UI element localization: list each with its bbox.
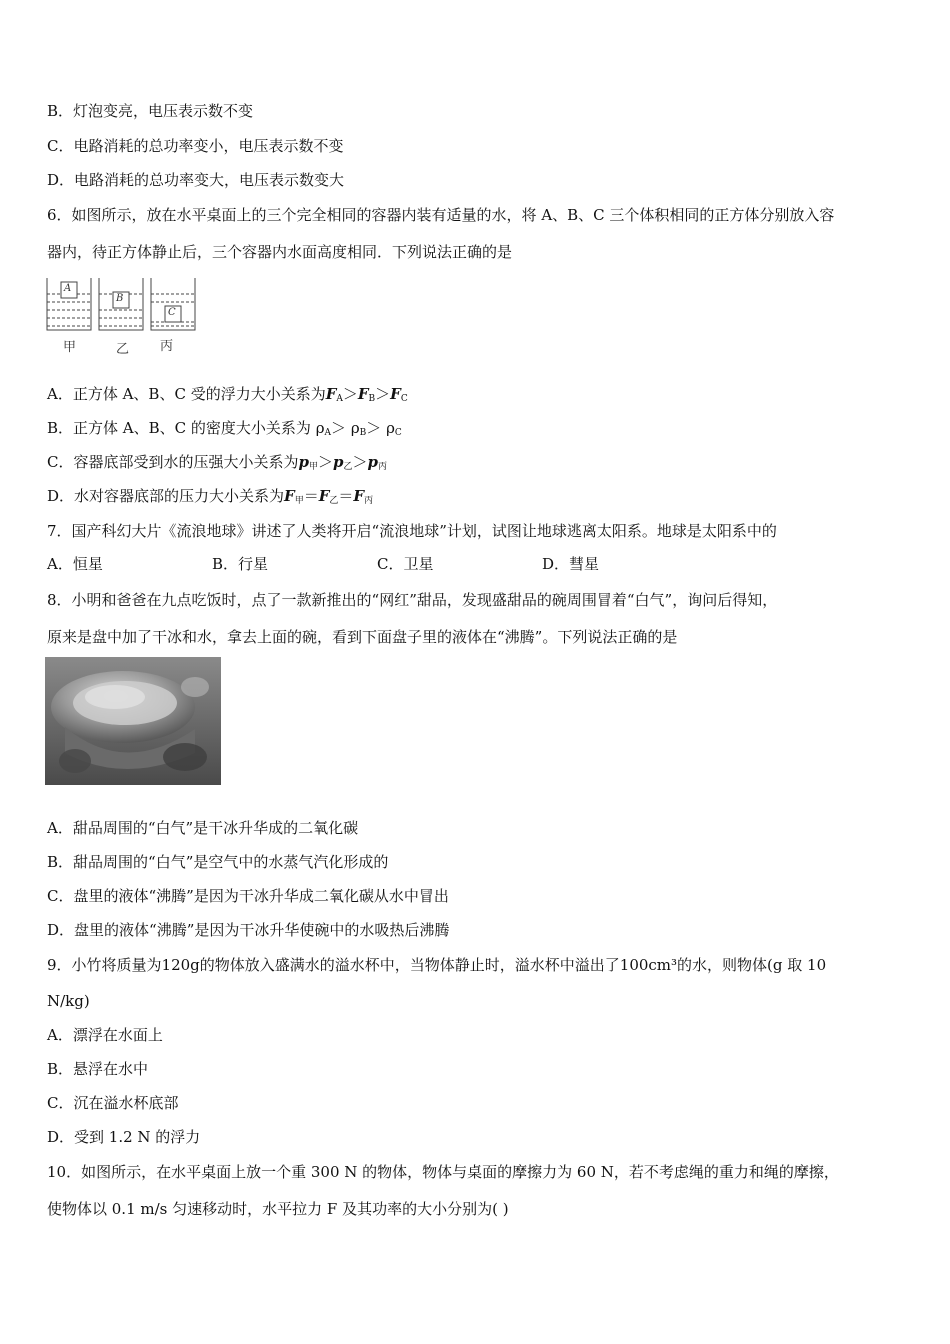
q5-option-d: D．电路消耗的总功率变大，电压表示数变大 [47,171,345,189]
cube-c-label: C [168,307,176,318]
q5-option-b: B．灯泡变亮，电压表示数不变 [47,102,254,120]
q10-stem-line2: 使物体以 0.1 m/s 匀速移动时，水平拉力 F 及其功率的大小分别为( ) [47,1200,509,1218]
q8-option-d: D．盘里的液体“沸腾”是因为干冰升华使碗中的水吸热后沸腾 [47,921,450,939]
q9-stem-line2: N/kg) [47,992,90,1010]
container-label-bing: 丙 [160,339,174,354]
q9-option-c: C．沉在溢水杯底部 [47,1094,179,1112]
q6-option-c: C．容器底部受到水的压强大小关系为$p_甲>p_乙>p_丙$ [47,453,388,472]
q7-option-b: B．行星 [212,555,269,573]
container-label-yi: 乙 [116,342,130,357]
q8-option-c: C．盘里的液体“沸腾”是因为干冰升华成二氧化碳从水中冒出 [47,887,449,905]
q6-stem-line1: 6．如图所示，放在水平桌面上的三个完全相同的容器内装有适量的水，将 A、B、C 三个体积相同的正方体分别放入容 [47,206,835,224]
q6-option-b: B．正方体 A、B、C 的密度大小关系为 $\rho_A> \rho_B> \rho_C$ [47,419,402,438]
q7-option-c: C．卫星 [377,555,434,573]
cube-a-label: A [64,283,72,294]
q7-option-d: D．彗星 [542,555,600,573]
q6-option-a: A．正方体 A、B、C 受的浮力大小关系为$F_A>F_B>F_C$ [47,385,408,404]
q9-option-a: A．漂浮在水面上 [47,1026,163,1044]
container-label-jia: 甲 [63,340,77,355]
q6-stem-line2: 器内，待正方体静止后，三个容器内水面高度相同．下列说法正确的是 [47,243,513,261]
q8-stem-line1: 8．小明和爸爸在九点吃饭时，点了一款新推出的“网红”甜品，发现盛甜品的碗周围冒着“白气”，询问后得知， [47,591,778,609]
q7-stem: 7．国产科幻大片《流浪地球》讲述了人类将开启“流浪地球”计划，试图让地球逃离太阳系。地球是太阳系中的 [47,522,777,540]
q10-stem-line1: 10．如图所示，在水平桌面上放一个重 300 N 的物体，物体与桌面的摩擦力为 60 N，若不考虑绳的重力和绳的摩擦， [47,1163,839,1181]
q8-option-a: A．甜品周围的“白气”是干冰升华成的二氧化碳 [47,819,359,837]
q8-option-b: B．甜品周围的“白气”是空气中的水蒸气汽化形成的 [47,853,389,871]
q8-stem-line2: 原来是盘中加了干冰和水，拿去上面的碗，看到下面盘子里的液体在“沸腾”。下列说法正确的是 [47,628,678,646]
q6-option-d: D．水对容器底部的压力大小关系为$F_甲=F_乙=F_丙$ [47,487,374,506]
cube-b-label: B [116,293,124,304]
q9-option-d: D．受到 1.2 N 的浮力 [47,1128,201,1146]
container-bing [151,278,195,330]
dessert-bowl-photo [45,657,221,785]
q9-option-b: B．悬浮在水中 [47,1060,149,1078]
q7-option-a: A．恒星 [47,555,103,573]
container-yi [99,278,143,330]
q9-stem-line1: 9．小竹将质量为120g的物体放入盛满水的溢水杯中，当物体静止时，溢水杯中溢出了100cm³的水，则物体(g 取 10 [47,956,827,974]
q5-option-c: C．电路消耗的总功率变小，电压表示数不变 [47,137,344,155]
